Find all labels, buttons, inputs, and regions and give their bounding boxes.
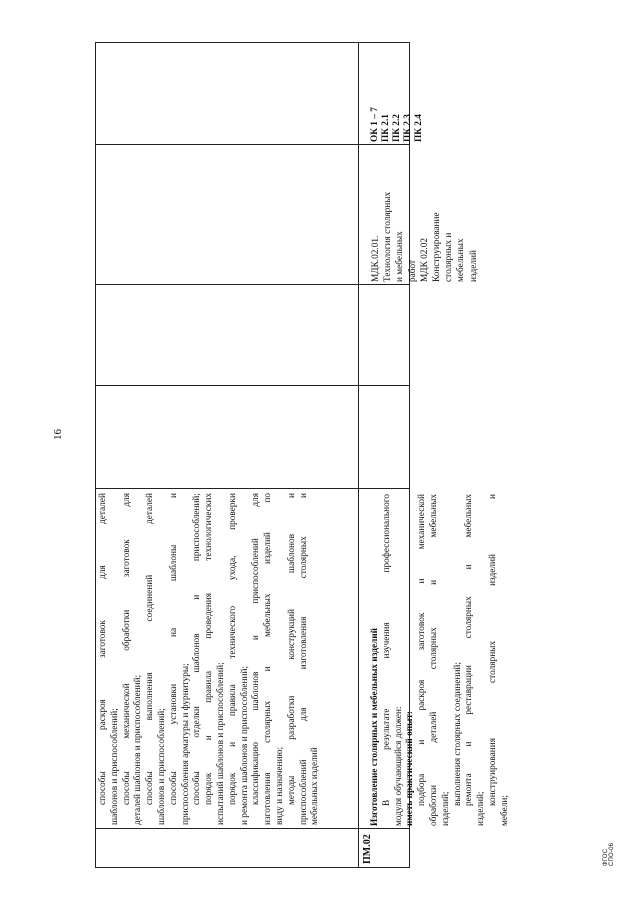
row2-content-full [370,494,555,826]
row1-hours [98,389,356,485]
column-divider-2 [96,488,409,489]
row1-hours2 [98,288,356,382]
row2-line: выполнения столярных соединений; [452,662,463,806]
row1-line: приспособления арматуры и фурнитуры; [180,663,191,825]
row1-line: методы разработки конструкций шаблонов и [286,493,297,805]
competence-line: ОК 1 – 7 [370,107,380,142]
row2-code: ПМ.02 [362,834,373,864]
competence-line: ПК 2.1 [381,114,391,142]
row1-line: классификацию шаблонов и приспособлений для [251,493,262,805]
column-divider-4 [96,284,409,285]
row1-line: шаблонов и приспособлений; [156,708,167,825]
row1-competences [98,45,356,141]
mdk-line: Технология столярных [383,191,394,282]
row1-line: способы установки на шаблоны и [168,493,179,805]
mdk-line: МДК 02.02 [419,237,430,282]
row1-line: испытаний шаблонов и приспособлений; [215,662,226,825]
row1-line: приспособлений для изготовления столярных и [298,493,309,825]
row1-line: и ремонта шаблонов и приспособлений; [239,665,250,825]
rotated-row2-block [370,42,555,868]
row2-line: В результате изучения профессионального [381,494,392,806]
row1-code [98,831,356,865]
mdk-line: и мебельных [395,231,406,282]
row1-line: изготовления столярных и мебельных изделий по [263,493,274,825]
row1-line: способы раскроя заготовок для деталей [98,493,108,805]
row2-competence-list [370,46,555,142]
mdk-line: изделий [468,250,479,282]
row2-line: подбора и раскроя заготовок и механической [417,494,428,806]
mdk-line: работ [407,259,418,282]
competence-line: ПК 2.4 [414,114,424,142]
competence-line: ПК 2.2 [392,114,402,142]
row2-line: модуля обучающийся должен: [393,706,404,826]
curriculum-table [95,42,410,868]
row2-mdk-list [370,150,555,282]
row2-line: изделий; [476,791,487,826]
page-number: 16 [52,429,64,440]
footer-label: ФГОС СПО-06 [603,842,615,866]
row2-line: иметь практический опыт: [405,710,416,826]
row2-line: обработки деталей столярных и мебельных [428,494,439,826]
row1-line: порядок и правила технического ухода, проверки [227,493,238,805]
row1-line: виду и назначению; [274,746,285,825]
row1-line: способы выполнения соединений деталей [145,493,156,805]
row1-line: порядок и правила проведения технологических [204,493,215,805]
row1-line: шаблонов и приспособлений; [109,708,120,825]
column-divider-3 [96,385,409,386]
mdk-line: МДК.02.01. [371,235,381,282]
row1-line: способы механической обработки заготовок для [121,493,132,805]
row2-line: конструирования столярных изделий и [487,494,498,806]
mdk-line: мебельных [456,238,467,282]
column-divider-1 [96,828,409,829]
rotated-table-wrapper [95,42,410,868]
mdk-line: Конструирование [432,212,443,282]
row2-line: ремонта и реставрации столярных и мебельных [464,494,475,806]
row2-title: Изготовление столярных и мебельных изделий [370,627,380,826]
row2-line: изделий; [440,791,451,826]
row2-line: мебели; [499,795,510,826]
row1-content [98,493,356,825]
row-divider [358,43,359,867]
competence-line: ПК 2.3 [403,114,413,142]
column-divider-5 [96,144,409,145]
row1-line: мебельных изделий [310,747,321,825]
mdk-line: столярных и [444,232,455,282]
row1-mdk [98,149,356,281]
row1-line: способы отделки шаблонов и приспособлений; [192,493,203,805]
row1-line: деталей шаблонов и приспособлений; [133,674,144,825]
